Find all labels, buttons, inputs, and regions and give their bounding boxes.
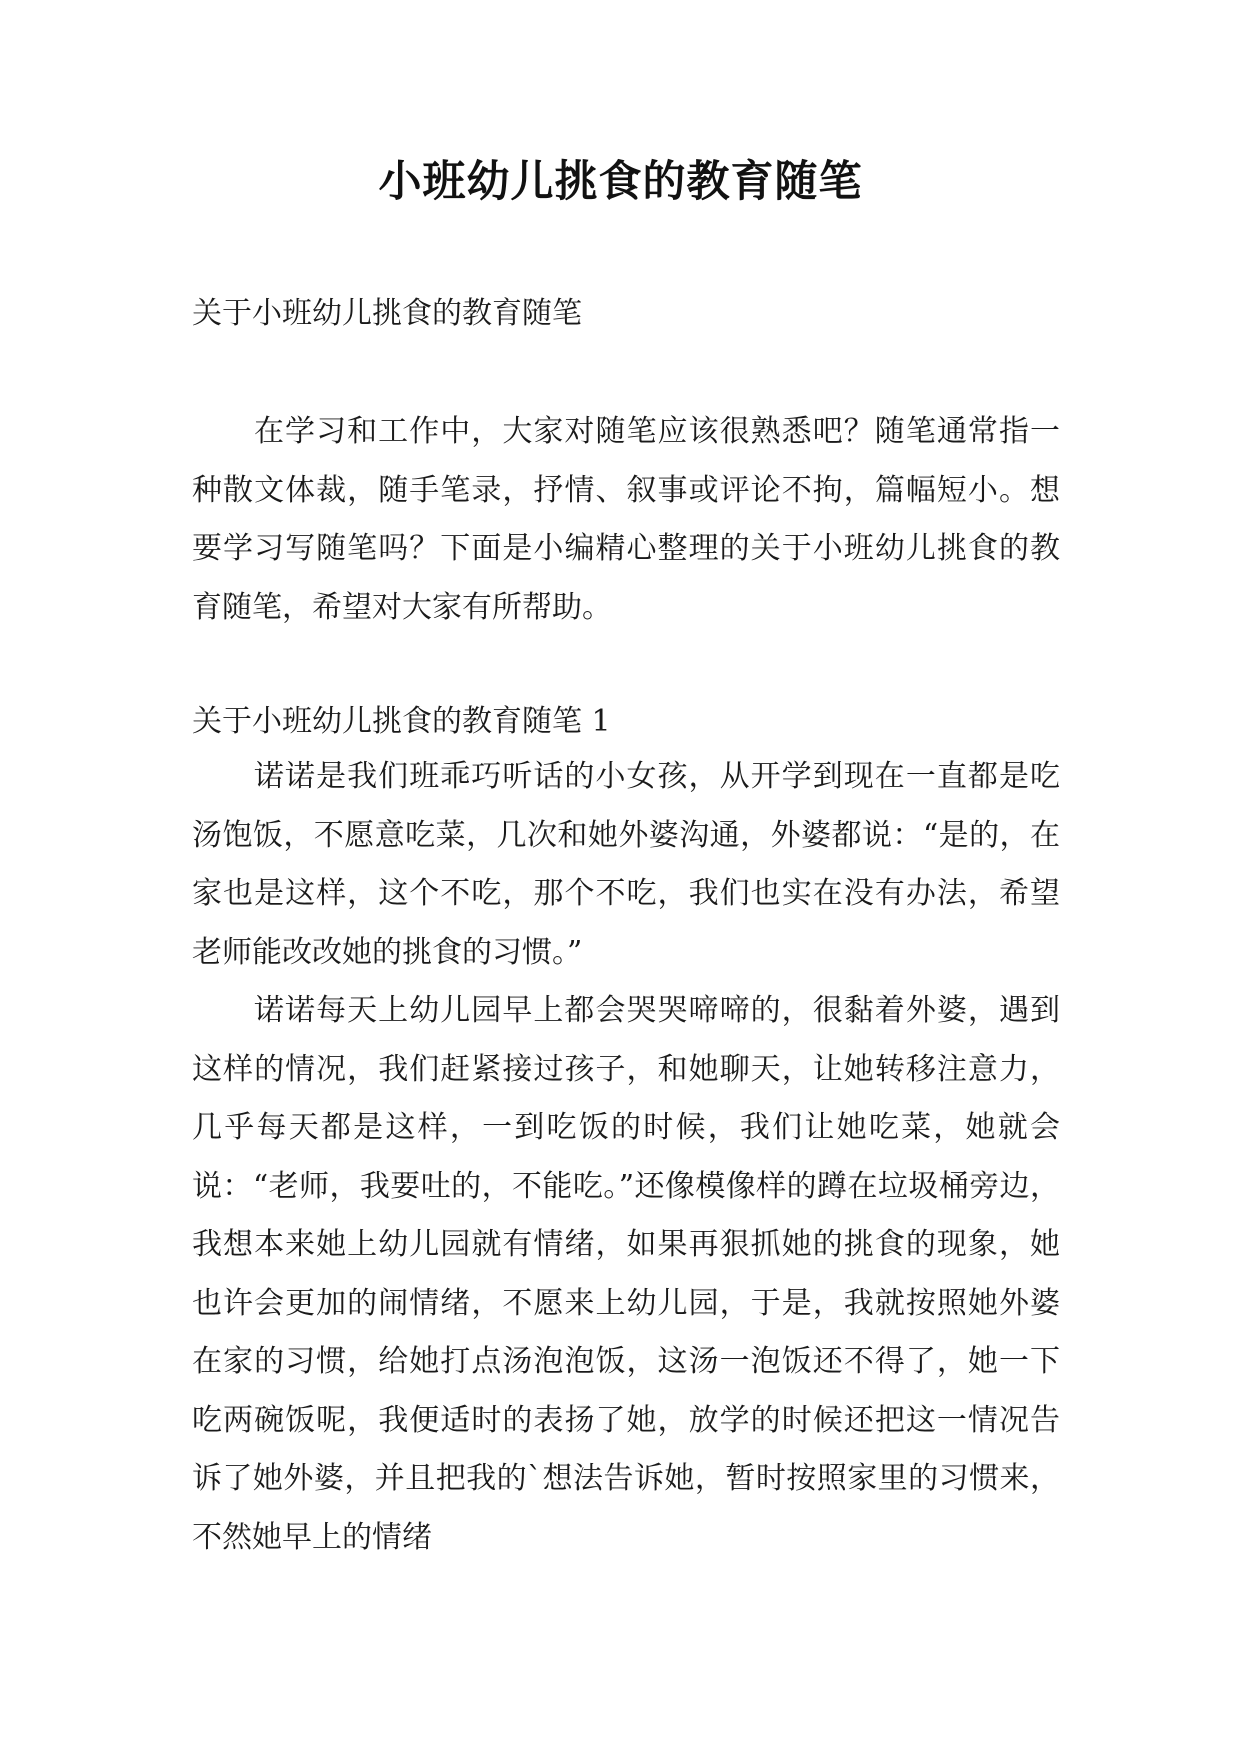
section-paragraph-2: 诺诺每天上幼儿园早上都会哭哭啼啼的，很黏着外婆，遇到这样的情况，我们赶紧接过孩子，和她聊天，让她转移注意力，几乎每天都是这样，一到吃饭的时候，我们让她吃菜，她就会说：“老师，我要吐的，不能吃。”还像模像样的蹲在垃圾桶旁边，我想本来她上幼儿园就有情绪，如果再狠抓她的挑食的现象，她也许会更加的闹情绪，不愿来上幼儿园，于是，我就按照她外婆在家的习惯，给她打点汤泡泡饭，这汤一泡饭还不得了，她一下吃两碗饭呢，我便适时的表扬了她，放学的时候还把这一情况告诉了她外婆，并且把我的`想法告诉她，暂时按照家里的习惯来，不然她早上的情绪: [192, 993, 1060, 1555]
section-body: [192, 748, 1060, 1567]
intro-block: [192, 403, 1060, 637]
section-heading: 关于小班幼儿挑食的教育随笔 1: [192, 704, 611, 739]
document-title: 小班幼儿挑食的教育随笔: [378, 157, 863, 207]
intro-paragraph: 在学习和工作中，大家对随笔应该很熟悉吧？随笔通常指一种散文体裁，随手笔录，抒情、叙事或评论不拘，篇幅短小。想要学习写随笔吗？下面是小编精心整理的关于小班幼儿挑食的教育随笔，希望对大家有所帮助。: [192, 414, 1060, 625]
section-paragraph-1: 诺诺是我们班乖巧听话的小女孩，从开学到现在一直都是吃汤饱饭，不愿意吃菜，几次和她外婆沟通，外婆都说：“是的，在家也是这样，这个不吃，那个不吃，我们也实在没有办法，希望老师能改改她的挑食的习惯。”: [192, 759, 1060, 970]
document-subtitle: 关于小班幼儿挑食的教育随笔: [192, 296, 582, 331]
